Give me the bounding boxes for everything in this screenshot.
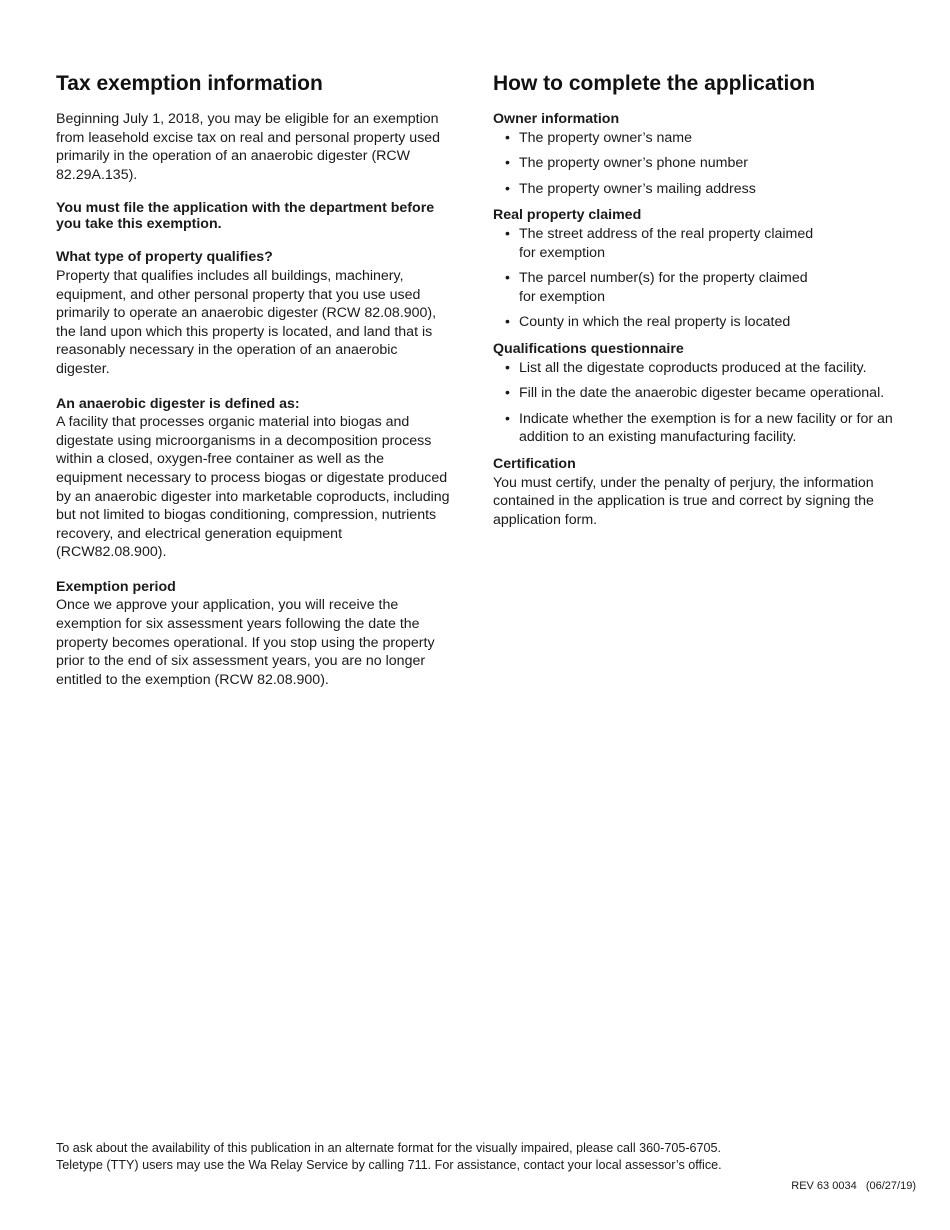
list-item: • The property owner’s name: [505, 129, 692, 146]
right-column: [493, 70, 903, 531]
defined-heading: An anaerobic digester is defined as:: [56, 395, 300, 412]
footer-notice: [56, 1140, 916, 1174]
real-property-heading: Real property claimed: [493, 207, 642, 224]
owner-heading: Owner information: [493, 111, 620, 127]
defined-section: [56, 395, 456, 562]
qualifies-section: [56, 248, 456, 378]
qualifies-text: Property that qualifies includes all buildings, machinery, equipment, and other personal property that you use used primarily to operate an anaerobic digester (RCW 82.08.900), the land upon which this property is located, and land that is reasonably necessary in the operation of an anaerobic digester.: [56, 267, 437, 377]
list-item: • County in which the real property is located: [505, 314, 791, 331]
must-file-note: You must file the application with the department before you take this exemption.: [56, 200, 435, 233]
list-item: • The property owner’s mailing address: [505, 180, 756, 197]
qualifications-heading: Qualifications questionnaire: [493, 340, 684, 357]
owner-list: [493, 129, 903, 199]
must-file-section: [56, 200, 456, 232]
period-section: [56, 578, 456, 690]
form-id: REV 63 0034 (06/27/19): [791, 1180, 916, 1192]
real-property-section: [493, 206, 903, 332]
qualifications-section: [493, 340, 903, 447]
left-title: Tax exemption information: [56, 72, 323, 95]
list-item: • The street address of the real property claimed for exemption: [505, 225, 814, 261]
period-text: Once we approve your application, you will receive the exemption for six assessment years following the date the property becomes operational. If you stop using the property prior to the end of six assessment years, you are no longer entitled to the exemption (RCW 82.08.900).: [56, 597, 435, 688]
intro-text: Beginning July 1, 2018, you may be eligible for an exemption from leasehold excise tax on real and personal property used primarily in the operation of an anaerobic digester (RCW 82.29A.135).: [56, 111, 441, 183]
qualifications-list: [493, 359, 898, 447]
footer-line-1: To ask about the availability of this publication in an alternate format for the visually impaired, please call 360-705-6705.: [56, 1141, 722, 1155]
intro-section: [56, 110, 456, 184]
right-title: How to complete the application: [493, 72, 816, 95]
list-item: • Indicate whether the exemption is for a new facility or for an addition to an existing manufacturing facility.: [505, 410, 893, 446]
period-heading: Exemption period: [56, 578, 176, 595]
qualifies-heading: What type of property qualifies?: [56, 249, 273, 266]
list-item: • Fill in the date the anaerobic digester became operational.: [505, 385, 885, 402]
owner-section: [493, 110, 903, 198]
left-column: [56, 70, 456, 705]
certification-text: You must certify, under the penalty of perjury, the information contained in the application is true and correct by signing the application form.: [493, 474, 874, 528]
real-property-list: [493, 225, 823, 332]
defined-text: A facility that processes organic material into biogas and digestate using microorganisms in a decomposition process within a closed, oxygen-free container as well as the equipment necessary to process biogas or digestate produced by an anaerobic digester into marketable coproducts, including but not limited to biogas conditioning, compression, nutrients recovery, and electrical generation equipment (RCW82.08.900).: [56, 414, 450, 561]
list-item: • List all the digestate coproducts produced at the facility.: [505, 359, 867, 376]
certification-section: [493, 455, 903, 529]
list-item: • The parcel number(s) for the property claimed for exemption: [505, 270, 808, 305]
list-item: • The property owner’s phone number: [505, 155, 748, 172]
certification-heading: Certification: [493, 455, 576, 472]
footer-line-2: Teletype (TTY) users may use the Wa Relay Service by calling 711. For assistance, contact your local assessor’s office.: [56, 1158, 722, 1172]
